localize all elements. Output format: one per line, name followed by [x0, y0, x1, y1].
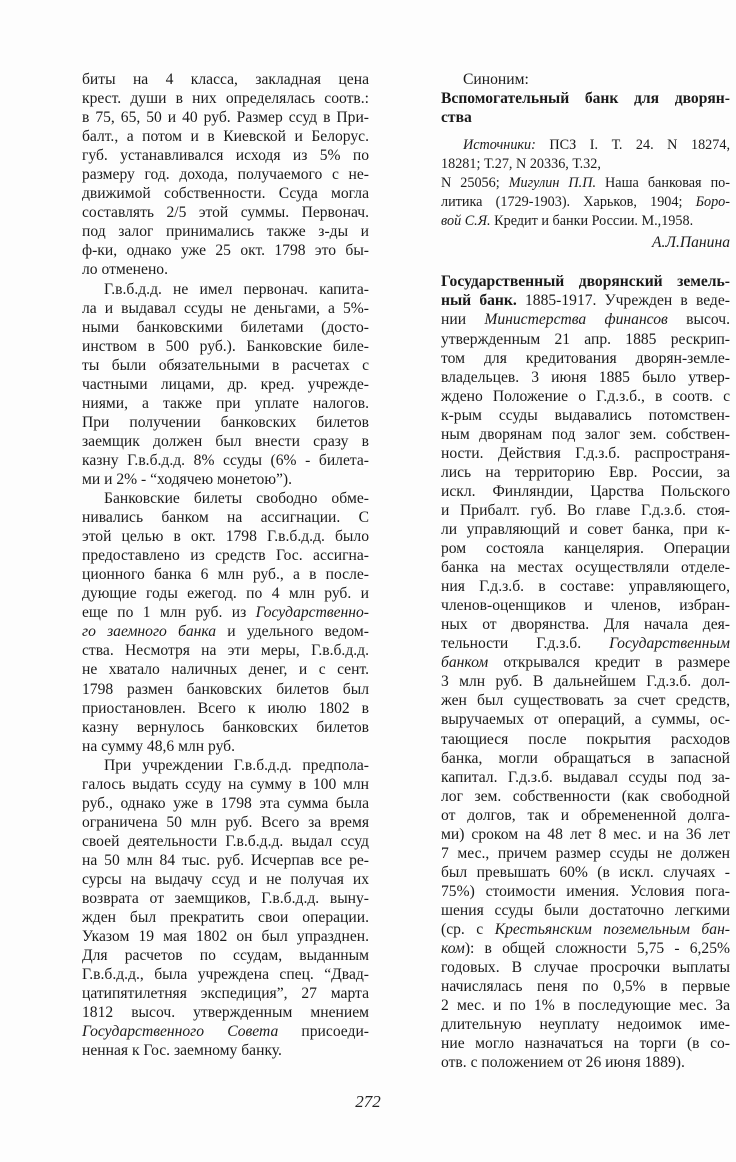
text-line — [441, 425, 730, 444]
text-line — [441, 863, 730, 882]
text-line — [82, 260, 369, 279]
text-line — [441, 193, 730, 212]
synonym-term — [441, 89, 730, 127]
text-line — [82, 908, 369, 927]
text-line — [82, 775, 369, 794]
text-line — [441, 174, 730, 193]
text-run: открывался кредит в размере — [488, 654, 730, 672]
text-run: дующие годы ежегод. по 4 млн руб. и — [82, 585, 369, 603]
text-line — [441, 387, 730, 406]
text-line — [82, 489, 369, 508]
text-run: ности. Действия Г.д.з.б. распространя- — [441, 444, 730, 462]
text-run: тельности Г.д.з.б. — [441, 635, 610, 653]
text-run: ненная к Гос. заемному банку. — [82, 1042, 282, 1060]
text-line — [441, 330, 730, 349]
text-line — [82, 984, 369, 1003]
text-line — [82, 813, 369, 832]
italic-text: Министерства финансов — [484, 311, 668, 329]
text-line — [82, 356, 369, 375]
italic-text: Крестьянским поземельным бан- — [494, 920, 730, 938]
text-run: банка на местах осуществляли отделе- — [441, 559, 730, 577]
text-run: искл. Финляндии, Царства Польского — [441, 482, 730, 500]
text-run: ние могло назначаться на торги (в со- — [441, 1035, 730, 1053]
text-run: ционного банка 6 млн руб., а в после- — [82, 566, 369, 584]
text-run: том для кредитования дворян-земле- — [441, 349, 730, 367]
text-line — [82, 756, 369, 775]
text-run: был превышать 60% (в искл. случаях - — [441, 863, 730, 881]
italic-text: Мигулин П.П. — [508, 175, 597, 192]
text-line — [82, 165, 369, 184]
italic-text: Боро- — [695, 194, 730, 211]
text-run: ниями, а также при уплате налогов. — [82, 394, 369, 412]
text-line — [441, 787, 730, 806]
text-run: ми и 2% - “ходячею монетою”). — [82, 470, 293, 488]
text-line — [441, 212, 730, 231]
text-run: 1812 высоч. утвержденным мнением — [82, 1004, 369, 1022]
text-run: инством в 500 руб.). Банковские биле- — [82, 337, 369, 355]
text-line — [441, 108, 730, 127]
text-run: не хватало наличных денег, и с сент. — [82, 661, 369, 679]
text-run: утвержденным 21 апр. 1885 рескрип- — [441, 330, 730, 348]
text-run: и Прибалт. губ. Во главе Г.д.з.б. стоя- — [441, 501, 730, 519]
text-line — [441, 577, 730, 596]
text-run: ): в общей сложности 5,75 - 6,25% — [464, 940, 730, 958]
italic-text: Государственно- — [255, 604, 369, 622]
text-line — [82, 527, 369, 546]
text-line — [82, 432, 369, 451]
text-run: ным дворянам под залог зем. собствен- — [441, 425, 730, 443]
text-run: ты были обязательными в расчетах с — [82, 356, 369, 374]
text-run: 18281; Т.27, N 20336, Т.32, — [441, 156, 601, 173]
right-column — [441, 70, 730, 1072]
text-line — [82, 603, 369, 622]
text-run: ром состояла канцелярия. Операции — [441, 540, 730, 558]
text-line — [441, 710, 730, 729]
text-line — [82, 184, 369, 203]
sources-block — [441, 136, 730, 231]
text-line — [82, 699, 369, 718]
text-line — [82, 413, 369, 432]
text-run: выручаемых от операций, а суммы, ос- — [441, 711, 730, 729]
text-run: заемщик должен был внести сразу в — [82, 432, 369, 450]
text-line — [82, 108, 369, 127]
text-run: N 25056; — [441, 175, 509, 192]
text-run: присоеди- — [278, 1023, 369, 1041]
text-line — [82, 965, 369, 984]
text-line — [82, 927, 369, 946]
text-run: нии — [441, 311, 485, 329]
text-run: под залог принимались также з-ды и — [82, 223, 369, 241]
text-run: длительную неуплату недоимок име- — [441, 1016, 730, 1034]
paragraph — [82, 756, 369, 1061]
text-run: ла и выдавал ссуды не деньгами, а 5%- — [82, 299, 369, 317]
text-run: возврата от заемщиков, Г.в.б.д.д. выну- — [82, 890, 369, 908]
text-run: Для расчетов по ссудам, выданным — [82, 947, 369, 965]
text-run: ных от дворянства. Для начала дея- — [441, 616, 730, 634]
text-line — [441, 977, 730, 996]
text-line — [82, 89, 369, 108]
text-run: ства. Несмотря на эти меры, Г.в.б.д.д. — [82, 642, 369, 660]
text-run: в 75, 65, 50 и 40 руб. Размер ссуд в При- — [82, 109, 369, 127]
bold-text: ный банк. — [441, 292, 517, 310]
text-line — [82, 946, 369, 965]
text-run: высоч. — [667, 311, 730, 329]
text-run: 3 млн руб. В дальнейшем Г.д.з.б. дол- — [441, 673, 730, 691]
text-line — [82, 622, 369, 641]
text-run: 7 мес., причем размер ссуды не должен — [441, 844, 730, 862]
text-line — [441, 1015, 730, 1034]
text-line — [441, 634, 730, 653]
synonym-label: Синоним: — [463, 71, 529, 88]
text-line — [82, 508, 369, 527]
text-run: галось выдать ссуду на сумму в 100 млн — [82, 775, 369, 793]
text-line — [441, 825, 730, 844]
text-run: нивались банком на ассигнации. С — [82, 509, 369, 527]
text-run: отв. с положением от 26 июня 1889). — [441, 1054, 685, 1072]
text-line — [441, 272, 730, 291]
text-line — [82, 318, 369, 337]
text-run: своей деятельности Г.в.б.д.д. выдал ссуд — [82, 832, 369, 850]
italic-text: банком — [441, 654, 489, 672]
text-run: на 50 млн 84 тыс. руб. Исчерпав все ре- — [82, 851, 369, 869]
italic-text: Государственным — [609, 635, 730, 653]
text-run: этой целью в окт. 1798 Г.в.б.д.д. было — [82, 528, 369, 546]
text-run: шения ссуды были достаточно легкими — [441, 901, 730, 919]
text-run: предоставлено из средств Гос. ассигна- — [82, 547, 369, 565]
text-line — [441, 653, 730, 672]
text-line — [441, 901, 730, 920]
text-run: ф-ки, однако уже 25 окт. 1798 это бы- — [82, 242, 369, 260]
text-run: Указом 19 мая 1802 он был упразднен. — [82, 928, 369, 946]
text-line — [82, 851, 369, 870]
text-line — [82, 1003, 369, 1022]
text-run: от долгов, так и обремененной долга- — [441, 806, 730, 824]
text-line — [441, 958, 730, 977]
text-line — [441, 844, 730, 863]
text-line — [441, 939, 730, 958]
text-line — [441, 501, 730, 520]
author-name: А.Л.Панина — [651, 234, 730, 252]
text-run: годовых. В случае просрочки выплаты — [441, 959, 730, 977]
text-run: на сумму 48,6 млн руб. — [82, 737, 235, 755]
text-run: биты на 4 класса, закладная цена — [82, 71, 369, 88]
italic-text: го заемного банка — [82, 623, 217, 641]
text-line — [82, 146, 369, 165]
text-run: Наша банковая по- — [596, 175, 730, 192]
text-line — [441, 368, 730, 387]
text-run: казну вернулось банковских билетов — [82, 718, 369, 736]
italic-text: Источники: — [463, 137, 536, 154]
text-run: 1798 размен банковских билетов был — [82, 680, 369, 698]
text-line — [441, 996, 730, 1015]
text-line — [441, 349, 730, 368]
text-run: жен был существовать за счет средств, — [441, 692, 730, 710]
text-run: еще по 1 млн руб. из — [82, 604, 256, 622]
text-run: казну Г.в.б.д.д. 8% ссуды (6% - билета- — [82, 451, 369, 469]
text-line — [441, 730, 730, 749]
bold-text: Вспомогательный банк для дворян- — [441, 90, 730, 108]
text-line — [441, 615, 730, 634]
text-line — [82, 375, 369, 394]
text-line — [441, 155, 730, 174]
text-run: ния Г.д.з.б. в составе: управляющего, — [441, 578, 730, 596]
text-line — [82, 70, 369, 89]
text-run: размеру год. дохода, получаемого с не- — [82, 166, 369, 184]
text-run: ограничена 50 млн руб. Всего за время — [82, 813, 369, 831]
paragraph — [82, 280, 369, 490]
text-line — [441, 463, 730, 482]
text-run: членов-оценщиков и членов, избран- — [441, 597, 730, 615]
text-run: крест. души в них определялась соотв.: — [82, 90, 369, 108]
text-line — [441, 691, 730, 710]
text-line — [82, 565, 369, 584]
text-run: лог зем. собственности (как свободной — [441, 787, 730, 805]
text-line — [441, 672, 730, 691]
text-run: (ср. с — [441, 920, 495, 938]
text-line — [82, 299, 369, 318]
text-line — [82, 641, 369, 660]
text-line — [441, 749, 730, 768]
text-line — [441, 444, 730, 463]
text-run: начислялась пеня по 0,5% в первые — [441, 978, 730, 996]
text-line — [82, 222, 369, 241]
text-line — [82, 546, 369, 565]
text-run: составлять 2/5 этой суммы. Первонач. — [82, 204, 369, 222]
text-run: жден был прекратить свои операции. — [82, 909, 369, 927]
text-line — [82, 794, 369, 813]
text-line — [441, 1034, 730, 1053]
text-line — [82, 127, 369, 146]
text-line — [82, 889, 369, 908]
text-run: ли управляющий и совет банка, при к- — [441, 520, 730, 538]
text-line — [82, 737, 369, 756]
text-run: и удельного ведом- — [216, 623, 369, 641]
author-signature — [441, 231, 730, 255]
text-run: балт., а потом и в Киевской и Белорус. — [82, 128, 369, 146]
text-line — [82, 470, 369, 489]
text-line — [441, 310, 730, 329]
text-run: ждено Положение о Г.д.з.б., в соотв. с — [441, 387, 730, 405]
synonym-block — [441, 70, 730, 127]
text-run: цатипятилетняя экспедиция”, 27 марта — [82, 985, 369, 1003]
text-line — [441, 768, 730, 787]
text-run: губ. устанавливался исходя из 5% по — [82, 147, 369, 165]
text-line — [441, 558, 730, 577]
text-line — [441, 291, 730, 310]
text-run: ми) сроком на 48 лет 8 мес. и на 36 лет — [441, 825, 730, 843]
text-run: движимой собственности. Ссуда могла — [82, 185, 369, 203]
text-line — [441, 882, 730, 901]
text-run: владельцев. 3 июня 1885 было утвер- — [441, 368, 730, 386]
text-line — [82, 394, 369, 413]
text-run: капитал. Г.д.з.б. выдавал ссуды под за- — [441, 768, 730, 786]
text-line — [441, 806, 730, 825]
article-body-continued — [82, 70, 369, 1060]
text-line — [82, 718, 369, 737]
text-run: приостановлен. Всего к июлю 1802 в — [82, 699, 369, 717]
text-line — [82, 584, 369, 603]
encyclopedia-entry-gosudarstvenny-dvoryansky-zemelny-bank — [441, 272, 730, 1072]
text-line — [82, 337, 369, 356]
text-line — [82, 1022, 369, 1041]
text-run: банка, могли обращаться в запасной — [441, 749, 730, 767]
text-line — [82, 241, 369, 260]
paragraph — [82, 489, 369, 756]
text-run: Г.в.б.д.д. не имел первонач. капита- — [104, 280, 369, 298]
text-run: При учреждении Г.в.б.д.д. предпола- — [104, 756, 369, 774]
text-line — [441, 89, 730, 108]
text-run: литика (1729-1903). Харьков, 1904; — [441, 194, 696, 211]
text-run: сурсы на выдачу ссуд и не получая их — [82, 870, 369, 888]
text-line — [441, 406, 730, 425]
text-run: ными банковскими билетами (досто- — [82, 318, 369, 336]
text-line — [82, 832, 369, 851]
text-run: к-рым ссуды выдавались потомствен- — [441, 406, 730, 424]
italic-text: Государственного Совета — [82, 1023, 279, 1041]
italic-text: ком — [441, 940, 465, 958]
text-line — [82, 660, 369, 679]
bold-text: Государственный дворянский земель- — [441, 273, 730, 291]
text-run: лись на территорию Евр. России, за — [441, 463, 730, 481]
text-run: ло отменено. — [82, 261, 168, 279]
text-line — [441, 539, 730, 558]
text-line — [82, 870, 369, 889]
paragraph — [82, 70, 369, 280]
bold-text: ства — [441, 109, 472, 127]
text-line — [82, 1041, 369, 1060]
text-run: 2 мес. и по 1% в последующие мес. За — [441, 997, 730, 1015]
text-run: Кредит и банки России. М.,1958. — [490, 213, 694, 230]
text-line — [441, 482, 730, 501]
text-run: 1885-1917. Учрежден в веде- — [516, 292, 730, 310]
left-column — [82, 70, 369, 1060]
italic-text: вой С.Я. — [441, 213, 491, 230]
text-line — [441, 596, 730, 615]
text-line — [441, 520, 730, 539]
text-run: Г.в.б.д.д., была учреждена спец. “Двад- — [82, 966, 369, 984]
text-line — [441, 1053, 730, 1072]
text-line — [82, 203, 369, 222]
text-run: Банковские билеты свободно обме- — [104, 490, 369, 508]
text-run: частными лицами, др. кред. учрежде- — [82, 375, 369, 393]
text-line — [82, 680, 369, 699]
text-line — [82, 451, 369, 470]
text-line — [441, 920, 730, 939]
text-run: ПСЗ I. Т. 24. N 18274, — [535, 137, 730, 154]
text-run: При получении банковских билетов — [82, 413, 369, 431]
page-number: 272 — [355, 1092, 381, 1111]
text-line — [82, 280, 369, 299]
text-line — [441, 136, 730, 155]
text-run: руб., однако уже в 1798 эта сумма была — [82, 794, 369, 812]
text-run: 75%) стоимости имения. Условия пога- — [441, 882, 730, 900]
text-run: тающиеся после покрытия расходов — [441, 730, 730, 748]
